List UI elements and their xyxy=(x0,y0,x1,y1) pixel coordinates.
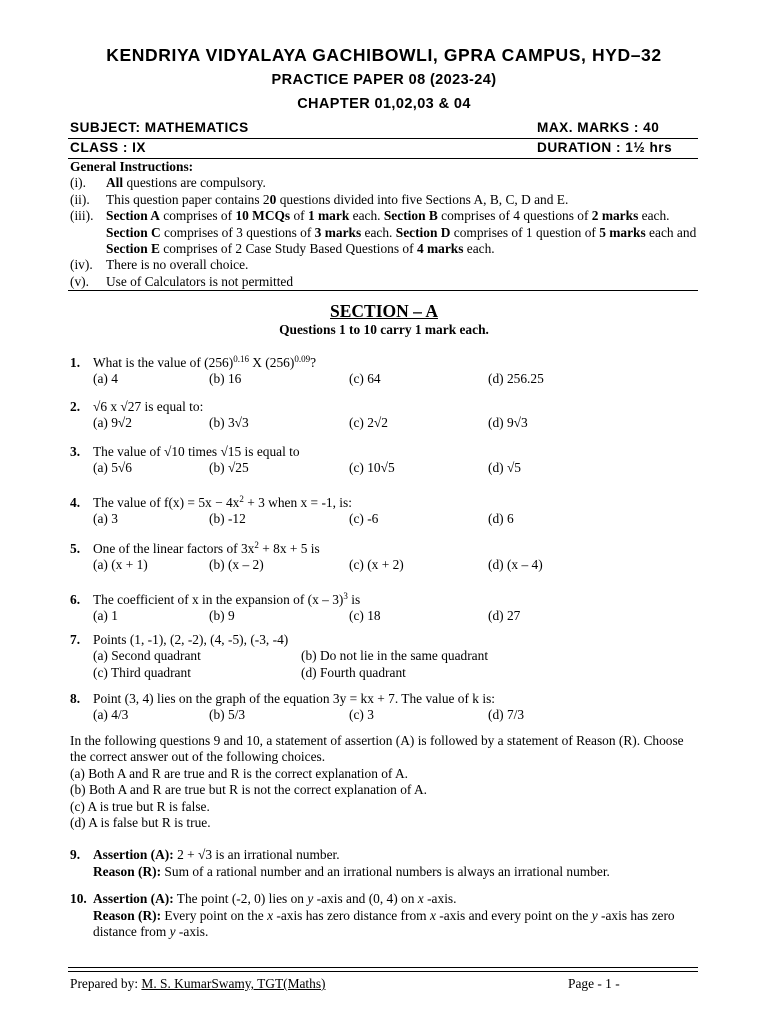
choice-b: (b) Both A and R are true but R is not the correct explanation of A. xyxy=(70,782,428,798)
option-d: (d) (x – 4) xyxy=(488,557,543,573)
text-run: y xyxy=(307,891,314,907)
instruction-item xyxy=(70,175,700,191)
text-run: 0 xyxy=(269,191,277,207)
instruction-text xyxy=(106,175,700,191)
option: (b) Do not lie in the same quadrant xyxy=(301,648,489,664)
option-a: (a) 1 xyxy=(93,608,118,624)
text-run: + 8x + 5 is xyxy=(258,541,320,556)
question-number: 4. xyxy=(70,495,81,510)
instruction-item xyxy=(70,274,700,290)
assertion-label: Assertion (A): xyxy=(93,891,174,907)
question-number: 5. xyxy=(70,541,81,556)
text-run: -axis has zero distance from xyxy=(93,907,675,940)
text-run: comprises of 4 questions of xyxy=(437,208,592,224)
text-run: -axis has zero distance from xyxy=(273,907,430,923)
question-number: 9. xyxy=(70,847,81,863)
choice-d: (d) A is false but R is true. xyxy=(70,815,211,831)
chapter-title: CHAPTER 01,02,03 & 04 xyxy=(297,96,471,112)
reason-line xyxy=(93,864,702,880)
text-run: 1 mark xyxy=(307,208,350,224)
option-c: (c) (x + 2) xyxy=(349,557,404,573)
text-run: -axis. xyxy=(423,891,457,907)
text-run: + 3 when x = -1, is: xyxy=(243,495,352,510)
text-run: comprises of 1 question of xyxy=(450,224,600,240)
text-run: comprises of xyxy=(159,208,236,224)
option-d: (d) 27 xyxy=(488,608,521,624)
instruction-number: (iii). xyxy=(70,208,94,224)
options-row xyxy=(93,415,702,431)
text-run: ? xyxy=(310,355,317,370)
option-d: (d) 6 xyxy=(488,511,514,527)
question-number: 10. xyxy=(70,891,87,907)
question-7 xyxy=(70,632,702,681)
instruction-number: (v). xyxy=(70,273,89,289)
question-4 xyxy=(70,495,702,528)
prepared-by-label: Prepared by: xyxy=(70,976,139,991)
option-c: (c) -6 xyxy=(349,511,379,527)
text-run: Point (3, 4) lies on the graph of the equation 3y = kx + 7. The value of k is: xyxy=(93,691,495,706)
option: (c) Third quadrant xyxy=(93,664,191,680)
question-number: 2. xyxy=(70,399,81,414)
text-run: Section A xyxy=(106,208,160,224)
text-run: There is no overall choice. xyxy=(106,257,249,273)
superscript: 0.09 xyxy=(294,354,311,364)
class-label: CLASS : IX xyxy=(70,140,146,155)
reason-label: Reason (R): xyxy=(93,863,162,879)
instruction-number: (ii). xyxy=(70,191,90,207)
assertion-line xyxy=(93,891,700,907)
assertion-reason-block xyxy=(70,733,690,940)
text-run: each. xyxy=(349,208,384,224)
options-row xyxy=(93,371,702,387)
instruction-item xyxy=(70,257,700,273)
text-run: each. xyxy=(463,241,495,257)
author-name: M. S. KumarSwamy, TGT(Maths) xyxy=(141,976,326,991)
assertion-text: 2 + √3 is an irrational number. xyxy=(177,847,340,863)
question-number: 7. xyxy=(70,632,81,647)
max-marks-label: MAX. MARKS : 40 xyxy=(537,120,660,135)
option-b: (b) 16 xyxy=(209,371,242,387)
option-a: (a) (x + 1) xyxy=(93,557,148,573)
question-text xyxy=(93,444,702,460)
duration-label: DURATION : 1½ hrs xyxy=(537,140,673,155)
text-run: What is the value of (256) xyxy=(93,355,234,370)
question-10 xyxy=(70,891,700,940)
footer-divider xyxy=(68,971,698,972)
text-run: 2 marks xyxy=(591,208,639,224)
options-row xyxy=(93,648,702,664)
text-run: √6 x √27 is equal to: xyxy=(93,399,204,414)
text-run: each and xyxy=(645,224,697,240)
question-text xyxy=(93,541,702,557)
text-run: each. xyxy=(638,208,670,224)
text-run: -axis and (0, 4) on xyxy=(313,891,418,907)
choice-c: (c) A is true but R is false. xyxy=(70,798,210,814)
option-c: (c) 18 xyxy=(349,608,381,624)
option-a: (a) 4/3 xyxy=(93,707,129,723)
question-number: 6. xyxy=(70,592,81,607)
options-row xyxy=(93,665,702,681)
footer-divider xyxy=(68,967,698,968)
option-a: (a) 4 xyxy=(93,371,118,387)
option-b: (b) 9 xyxy=(209,608,235,624)
question-text xyxy=(93,495,702,511)
text-run: X (256) xyxy=(248,355,295,370)
instruction-number: (i). xyxy=(70,175,86,191)
instructions-divider xyxy=(68,290,698,291)
text-run: x xyxy=(267,907,274,923)
option-d: (d) √5 xyxy=(488,460,522,476)
options-row xyxy=(93,511,702,527)
reason-line xyxy=(93,908,700,941)
option-d: (d) 256.25 xyxy=(488,371,544,387)
text-run: 4 marks xyxy=(416,241,464,257)
text-run: This question paper contains 2 xyxy=(106,191,270,207)
text-run: each. xyxy=(361,224,396,240)
question-3 xyxy=(70,444,702,477)
text-run: y xyxy=(169,924,176,940)
option-b: (b) 3√3 xyxy=(209,415,249,431)
superscript: 2 xyxy=(239,494,244,504)
question-text xyxy=(93,691,702,707)
text-run: Section B xyxy=(383,208,438,224)
option-a: (a) 5√6 xyxy=(93,460,132,476)
instruction-text xyxy=(106,257,700,273)
text-run: 10 MCQs xyxy=(235,208,291,224)
option-b: (b) 5/3 xyxy=(209,707,246,723)
instructions-list xyxy=(70,175,700,290)
text-run: questions divided into five Sections A, B, C, D and E. xyxy=(276,191,569,207)
question-6 xyxy=(70,592,702,625)
assertion-line xyxy=(93,847,702,863)
question-9 xyxy=(70,847,702,880)
option-a: (a) 3 xyxy=(93,511,118,527)
option-b: (b) (x – 2) xyxy=(209,557,264,573)
text-run: 5 marks xyxy=(599,224,646,240)
text-run: questions are compulsory. xyxy=(123,175,266,191)
instruction-text xyxy=(106,274,700,290)
instruction-item xyxy=(70,208,700,257)
text-run: 3 marks xyxy=(314,224,362,240)
option-d: (d) 7/3 xyxy=(488,707,525,723)
options-row xyxy=(93,557,702,573)
assertion-text xyxy=(174,891,457,906)
superscript: 0.16 xyxy=(233,354,249,364)
text-run: One of the linear factors of 3x xyxy=(93,541,255,556)
text-run: The coefficient of x in the expansion of (x – 3) xyxy=(93,592,344,607)
text-run: is xyxy=(347,592,361,607)
assertion-choices xyxy=(70,766,690,832)
question-text xyxy=(93,632,702,648)
page-number: Page - 1 - xyxy=(568,976,620,991)
instruction-text xyxy=(106,192,700,208)
option-b: (b) -12 xyxy=(209,511,246,527)
instruction-item xyxy=(70,192,700,208)
assertion-label: Assertion (A): xyxy=(93,847,174,863)
superscript: 3 xyxy=(343,591,348,601)
text-run: y xyxy=(591,907,598,923)
text-run: The value of √10 times √15 is equal to xyxy=(93,444,300,459)
option-b: (b) √25 xyxy=(209,460,249,476)
question-8 xyxy=(70,691,702,724)
text-run: Section C xyxy=(106,224,161,240)
question-2 xyxy=(70,399,702,432)
school-title: KENDRIYA VIDYALAYA GACHIBOWLI, GPRA CAMPUS, HYD–32 xyxy=(106,45,662,65)
text-run: The value of f(x) = 5x − 4x xyxy=(93,495,240,510)
reason-text: Sum of a rational number and an irrational numbers is always an irrational number. xyxy=(164,863,610,879)
option-d: (d) 9√3 xyxy=(488,415,528,431)
text-run: comprises of 2 Case Study Based Questions of xyxy=(159,241,417,257)
section-title: SECTION – A xyxy=(330,301,438,321)
options-row xyxy=(93,608,702,624)
option-c: (c) 10√5 xyxy=(349,460,395,476)
text-run: comprises of 3 questions of xyxy=(160,224,315,240)
text-run: -axis. xyxy=(175,924,209,940)
instruction-text xyxy=(106,208,700,257)
subject-label: SUBJECT: MATHEMATICS xyxy=(70,120,249,135)
options-row xyxy=(93,707,702,723)
question-1 xyxy=(70,355,702,388)
option-c: (c) 64 xyxy=(349,371,381,387)
option: (d) Fourth quadrant xyxy=(301,664,406,680)
option-a: (a) 9√2 xyxy=(93,415,132,431)
question-number: 3. xyxy=(70,444,81,459)
assertion-intro: In the following questions 9 and 10, a statement of assertion (A) is followed by a statement of Reason (R). Choose the correct answer out of the following choices. xyxy=(70,733,684,765)
text-run: Section E xyxy=(106,241,160,257)
option-c: (c) 2√2 xyxy=(349,415,388,431)
text-run: x xyxy=(429,907,436,923)
question-number: 8. xyxy=(70,691,81,706)
option: (a) Second quadrant xyxy=(93,648,201,664)
question-text xyxy=(93,399,702,415)
text-run: All xyxy=(106,175,124,191)
text-run: Use of Calculators is not permitted xyxy=(106,273,294,289)
question-5 xyxy=(70,541,702,574)
choice-a: (a) Both A and R are true and R is the correct explanation of A. xyxy=(70,765,409,781)
general-instructions xyxy=(70,159,700,290)
reason-label: Reason (R): xyxy=(93,907,162,923)
paper-title: PRACTICE PAPER 08 (2023-24) xyxy=(271,72,497,88)
footer-credit xyxy=(70,976,326,992)
reason-text xyxy=(93,908,675,939)
question-text xyxy=(93,355,702,371)
superscript: 2 xyxy=(254,540,259,550)
text-run: The point (-2, 0) lies on xyxy=(173,891,308,907)
options-row xyxy=(93,460,702,476)
question-number: 1. xyxy=(70,355,81,370)
text-run: Points (1, -1), (2, -2), (4, -5), (-3, -4) xyxy=(93,632,289,647)
text-run: x xyxy=(417,891,424,907)
section-subtitle: Questions 1 to 10 carry 1 mark each. xyxy=(279,322,489,337)
question-text xyxy=(93,592,702,608)
text-run: Every point on the xyxy=(161,907,268,923)
text-run: Section D xyxy=(395,224,451,240)
instruction-number: (iv). xyxy=(70,257,93,273)
instructions-heading: General Instructions: xyxy=(70,159,194,174)
text-run: of xyxy=(290,208,308,224)
option-c: (c) 3 xyxy=(349,707,374,723)
text-run: -axis and every point on the xyxy=(435,907,592,923)
header-divider xyxy=(68,138,698,139)
